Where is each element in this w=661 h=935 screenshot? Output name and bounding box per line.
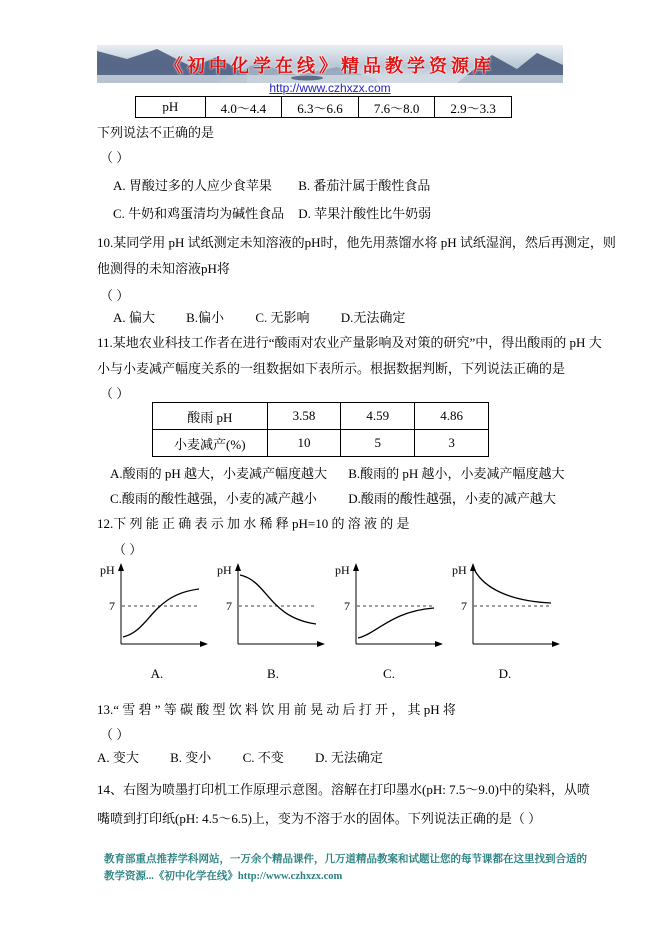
q9-paren: （ ） [100, 150, 130, 165]
table-cell: 6.3～6.6 [282, 97, 359, 118]
y-axis-arrow-icon [235, 563, 241, 571]
q12-stem: 12.下 列 能 正 确 表 示 加 水 稀 释 pH=10 的 溶 液 的 是 [97, 516, 410, 531]
table-row [153, 430, 489, 457]
footer-url-link[interactable]: http://www.czhxzx.com [237, 871, 343, 882]
curve-falling-to-7 [475, 571, 551, 603]
q11-paren: （ ） [100, 386, 130, 401]
footer-text: 教学资源...《初中化学在线》 [104, 871, 238, 882]
table-row [136, 97, 512, 118]
table-cell: 4.86 [415, 403, 489, 430]
axis-label: pH [217, 563, 232, 577]
x-axis-arrow-icon [552, 641, 560, 647]
option-c: C. 不变 [242, 750, 284, 765]
graph-d-ph-curve [451, 558, 563, 660]
q10-line2: 他测得的未知溶液pH将 [97, 261, 230, 276]
curve-rising-crossing-7 [123, 589, 199, 637]
table-cell: 10 [267, 430, 341, 457]
footer-line2 [104, 868, 564, 883]
table-cell: 3 [415, 430, 489, 457]
q11-options-row2 [110, 488, 565, 507]
option-d: D.无法确定 [340, 310, 406, 325]
graph-c-ph-curve [334, 558, 446, 660]
option-a: A. 胃酸过多的人应少食苹果 [113, 178, 272, 193]
axis-label: pH [451, 563, 467, 577]
table-cell: 小麦减产(%) [153, 430, 268, 457]
option-b: B. 番茄汁属于酸性食品 [298, 178, 431, 193]
q10-paren: （ ） [100, 288, 130, 303]
banner-title: 《初中化学在线》精品教学资源库 [165, 56, 495, 76]
site-url-link[interactable]: http://www.czhxzx.com [269, 81, 391, 95]
ph-range-table [135, 96, 512, 118]
graph-label-c: C. [383, 666, 395, 681]
graph-label-a: A. [150, 666, 164, 681]
footer-line1: 教育部重点推荐学科网站，一万余个精品课件，几万道精品教案和试题让您的每节课都在这里找到合适的 [104, 854, 587, 865]
graph-label-b: B. [267, 666, 279, 681]
option-b: B. 变小 [170, 750, 212, 765]
x-axis-arrow-icon [435, 641, 443, 647]
table-cell: 7.6～8.0 [358, 97, 435, 118]
q10-options [113, 307, 579, 326]
curve-rising-to-7 [358, 608, 434, 638]
dilution-graphs [99, 558, 563, 660]
banner-url-line [97, 81, 563, 96]
option-b: B.偏小 [186, 310, 225, 325]
q13-paren: （ ） [100, 727, 130, 742]
table-row [153, 403, 489, 430]
graph-a-ph-curve [99, 558, 211, 660]
q9-stem: 下列说法不正确的是 [97, 125, 215, 140]
table-cell: pH [136, 97, 206, 118]
acid-rain-data-table [152, 402, 489, 457]
curve-falling-crossing-7 [240, 575, 316, 624]
q13-options [97, 747, 563, 766]
option-a: A. 变大 [97, 750, 139, 765]
q11-line2: 小与小麦减产幅度关系的一组数据如下表所示。根据数据判断，下列说法正确的是 [97, 361, 566, 376]
q12-paren: （ ） [113, 542, 143, 557]
graph-labels-row [99, 666, 563, 682]
ref-7-label: 7 [343, 599, 350, 613]
table-cell: 4.59 [341, 403, 415, 430]
q10-line1: 10.某同学用 pH 试纸测定未知溶液的pH时，他先用蒸馏水将 pH 试纸湿润，然后再测定，则 [97, 235, 616, 250]
option-c: C. 牛奶和鸡蛋清均为碱性食品 [113, 206, 285, 221]
option-d: D. 无法确定 [314, 750, 383, 765]
ref-7-label: 7 [226, 599, 233, 613]
q14-line2: 嘴喷到打印纸(pH: 4.5～6.5)上，变为不溶于水的固体。下列说法正确的是（ ） [97, 811, 542, 826]
q13-stem: 13.“ 雪 碧 ” 等 碳 酸 型 饮 料 饮 用 前 晃 动 后 打 开 ， 其 pH 将 [97, 702, 456, 717]
ref-7-label: 7 [460, 599, 467, 613]
x-axis-arrow-icon [200, 641, 208, 647]
option-a: A.酸雨的 pH 越大，小麦减产幅度越大 [110, 466, 328, 481]
option-c: C. 无影响 [255, 310, 310, 325]
axis-label: pH [100, 563, 115, 577]
q14-line1: 14、右图为喷墨打印机工作原理示意图。溶解在打印墨水(pH: 7.5～9.0)中的染料，从喷 [97, 782, 590, 797]
option-d: D. 苹果汁酸性比牛奶弱 [298, 206, 432, 221]
site-banner [97, 45, 563, 83]
table-cell: 酸雨 pH [153, 403, 268, 430]
graph-b-ph-curve [216, 558, 328, 660]
q9-options-row1 [113, 175, 563, 194]
ref-7-label: 7 [109, 599, 115, 613]
table-cell: 2.9～3.3 [435, 97, 512, 118]
option-b: B.酸雨的 pH 越小，小麦减产幅度越大 [348, 466, 565, 481]
y-axis-arrow-icon [470, 563, 476, 571]
axis-label: pH [334, 563, 350, 577]
y-axis-arrow-icon [118, 563, 124, 571]
option-d: D.酸雨的酸性越强，小麦的减产越大 [348, 491, 556, 506]
x-axis-arrow-icon [317, 641, 325, 647]
table-cell: 3.58 [267, 403, 341, 430]
q11-options-row1 [110, 463, 565, 482]
q11-line1: 11.某地农业科技工作者在进行“酸雨对农业产量影响及对策的研究”中，得出酸雨的 pH 大 [97, 335, 602, 350]
q9-options-row2 [113, 203, 563, 222]
option-a: A. 偏大 [113, 310, 155, 325]
option-c: C.酸雨的酸性越强，小麦的减产越小 [110, 491, 317, 506]
table-cell: 4.0～4.4 [205, 97, 282, 118]
y-axis-arrow-icon [353, 563, 359, 571]
table-cell: 5 [341, 430, 415, 457]
graph-label-d: D. [498, 666, 512, 681]
